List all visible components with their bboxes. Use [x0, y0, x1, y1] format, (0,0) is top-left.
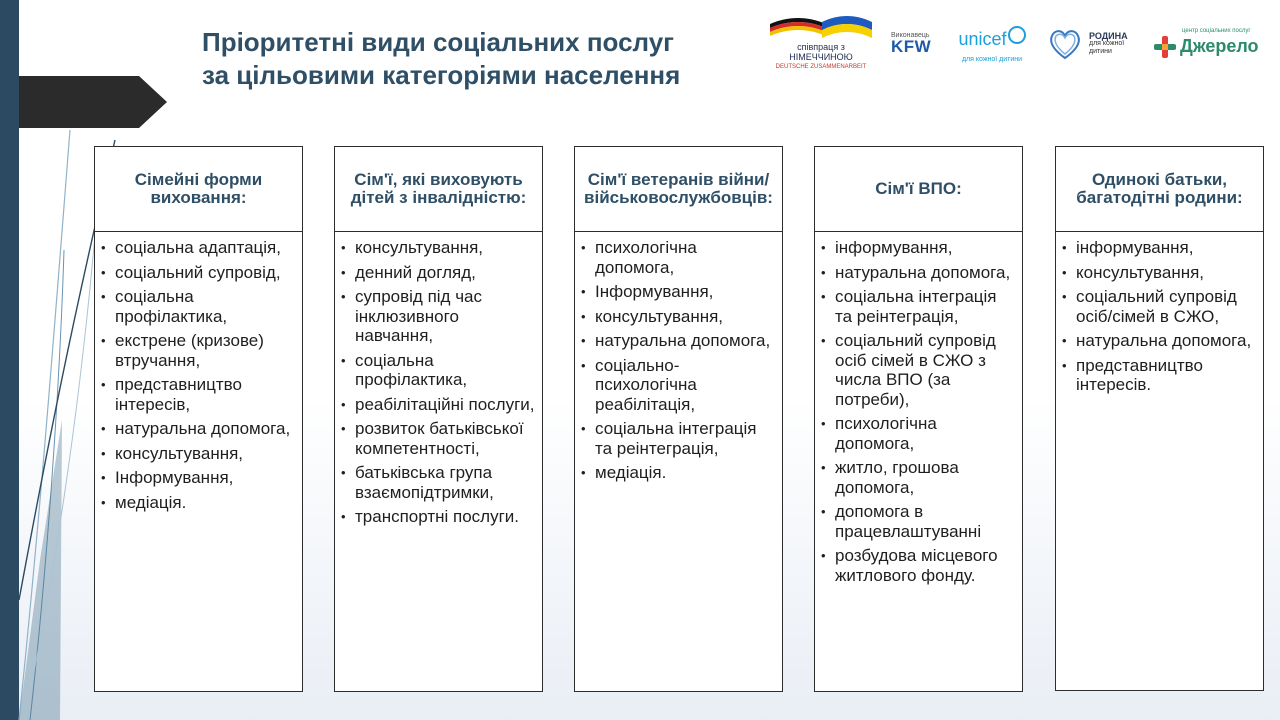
list-item: • натуральна допомога, — [101, 419, 291, 438]
list-item: • соціальна адаптація, — [101, 238, 281, 257]
column-header: Сімейні форми виховання: — [95, 147, 302, 232]
rodyna-name: РОДИНА — [1089, 31, 1128, 41]
list-item: • розвиток батьківської компетентності, — [341, 419, 524, 458]
list-item: • психологічна допомога, — [581, 238, 697, 277]
column-header: Сім'ї ВПО: — [815, 147, 1022, 232]
list-item: • соціальна профілактика, — [341, 350, 468, 389]
list-item: • розбудова місцевого житлового фонду. — [821, 546, 998, 585]
list-item: • соціальний супровід, — [101, 262, 281, 282]
list-item: • консультування, — [341, 238, 484, 257]
list-item: • соціальна інтеграція та реінтеграція, — [821, 287, 997, 326]
list-item: • денний догляд, — [341, 262, 476, 282]
rodyna-logo — [1047, 26, 1147, 66]
globe-icon — [1008, 26, 1026, 44]
dzherelo-name: Джерело — [1180, 36, 1259, 56]
column-list — [1056, 232, 1263, 395]
title-arrow-shape — [19, 76, 167, 128]
list-item: • батьківська група взаємопідтримки, — [341, 463, 494, 502]
flags-icon — [768, 14, 874, 42]
list-item: • реабілітаційні послуги, — [341, 394, 535, 414]
germany-line-3: DEUTSCHE ZUSAMMENARBEIT — [775, 64, 867, 70]
rodyna-text — [1089, 32, 1128, 56]
list-item: • соціальна інтеграція та реінтеграція, — [581, 419, 757, 458]
list-item: • соціальна профілактика, — [101, 287, 228, 326]
column-veteran-families — [574, 146, 783, 692]
list-item: • соціальний супровід осіб сімей в СЖО з числа ВПО (за потреби), — [821, 331, 996, 409]
column-header: Сім'ї, які виховують дітей з інвалідністю: — [335, 147, 542, 232]
list-item: • натуральна допомога, — [1062, 331, 1252, 350]
list-item: • представництво інтересів, — [101, 375, 242, 414]
list-item: • психологічна допомога, — [821, 414, 937, 453]
column-list — [335, 232, 542, 527]
list-item: • супровід під час інклюзивного навчання, — [341, 287, 483, 345]
column-header: Сім'ї ветеранів війни/військовослужбовців: — [575, 147, 782, 232]
column-families-children-disability — [334, 146, 543, 692]
rodyna-line-2: для кожної — [1089, 40, 1125, 47]
title-line-2: за цільовими категоріями населення — [202, 60, 681, 90]
list-item: • медіація. — [101, 492, 187, 512]
list-item: • медіація. — [581, 463, 667, 482]
page-title — [202, 26, 762, 92]
list-item: • консультування, — [581, 306, 724, 326]
list-item: • соціально-психологічна реабілітація, — [581, 355, 697, 414]
dzherelo-mark-icon — [1154, 36, 1176, 58]
list-item: • екстрене (кризове) втручання, — [101, 331, 264, 370]
column-list — [575, 232, 782, 483]
list-item: • представництво інтересів. — [1062, 355, 1203, 394]
germany-logo-text — [768, 42, 874, 72]
list-item: • допомога в працевлаштуванні — [821, 502, 982, 541]
list-item: • натуральна допомога, — [821, 262, 1011, 282]
germany-line-2: НІМЕЧЧИНОЮ — [789, 52, 853, 62]
list-item: • натуральна допомога, — [581, 331, 771, 350]
list-item: • інформування, — [821, 238, 953, 257]
kfw-logo — [891, 32, 937, 62]
column-list — [95, 232, 302, 512]
list-item: • Інформування, — [101, 468, 234, 487]
unicef-logo — [952, 26, 1032, 66]
unicef-name: unicef — [958, 29, 1007, 49]
column-single-parents-large-families — [1055, 146, 1264, 691]
list-item: • інформування, — [1062, 238, 1194, 257]
germany-line-1: співпраця з — [797, 42, 845, 52]
list-item: • транспортні послуги. — [341, 507, 519, 526]
list-item: • житло, грошова допомога, — [821, 458, 959, 497]
list-item: • консультування, — [101, 443, 244, 463]
dzherelo-small-text: центр соціальних послуг — [1182, 28, 1251, 34]
heart-icon — [1047, 26, 1083, 62]
kfw-small-text: Виконавець — [891, 32, 930, 39]
rodyna-line-3: дитини — [1089, 48, 1112, 55]
germany-cooperation-logo — [768, 12, 874, 76]
list-item: • соціальний супровід осіб/сімей в СЖО, — [1062, 287, 1237, 326]
column-list — [815, 232, 1022, 585]
unicef-sub: для кожної дитини — [961, 56, 1023, 63]
column-family-upbringing — [94, 146, 303, 692]
list-item: • Інформування, — [581, 282, 714, 301]
kfw-name: KFW — [891, 37, 932, 56]
title-line-1: Пріоритетні види соціальних послуг — [202, 27, 674, 57]
dzherelo-logo — [1154, 26, 1274, 60]
column-idp-families — [814, 146, 1023, 692]
column-header: Одинокі батьки, багатодітні родини: — [1056, 147, 1263, 232]
list-item: • консультування, — [1062, 262, 1205, 282]
